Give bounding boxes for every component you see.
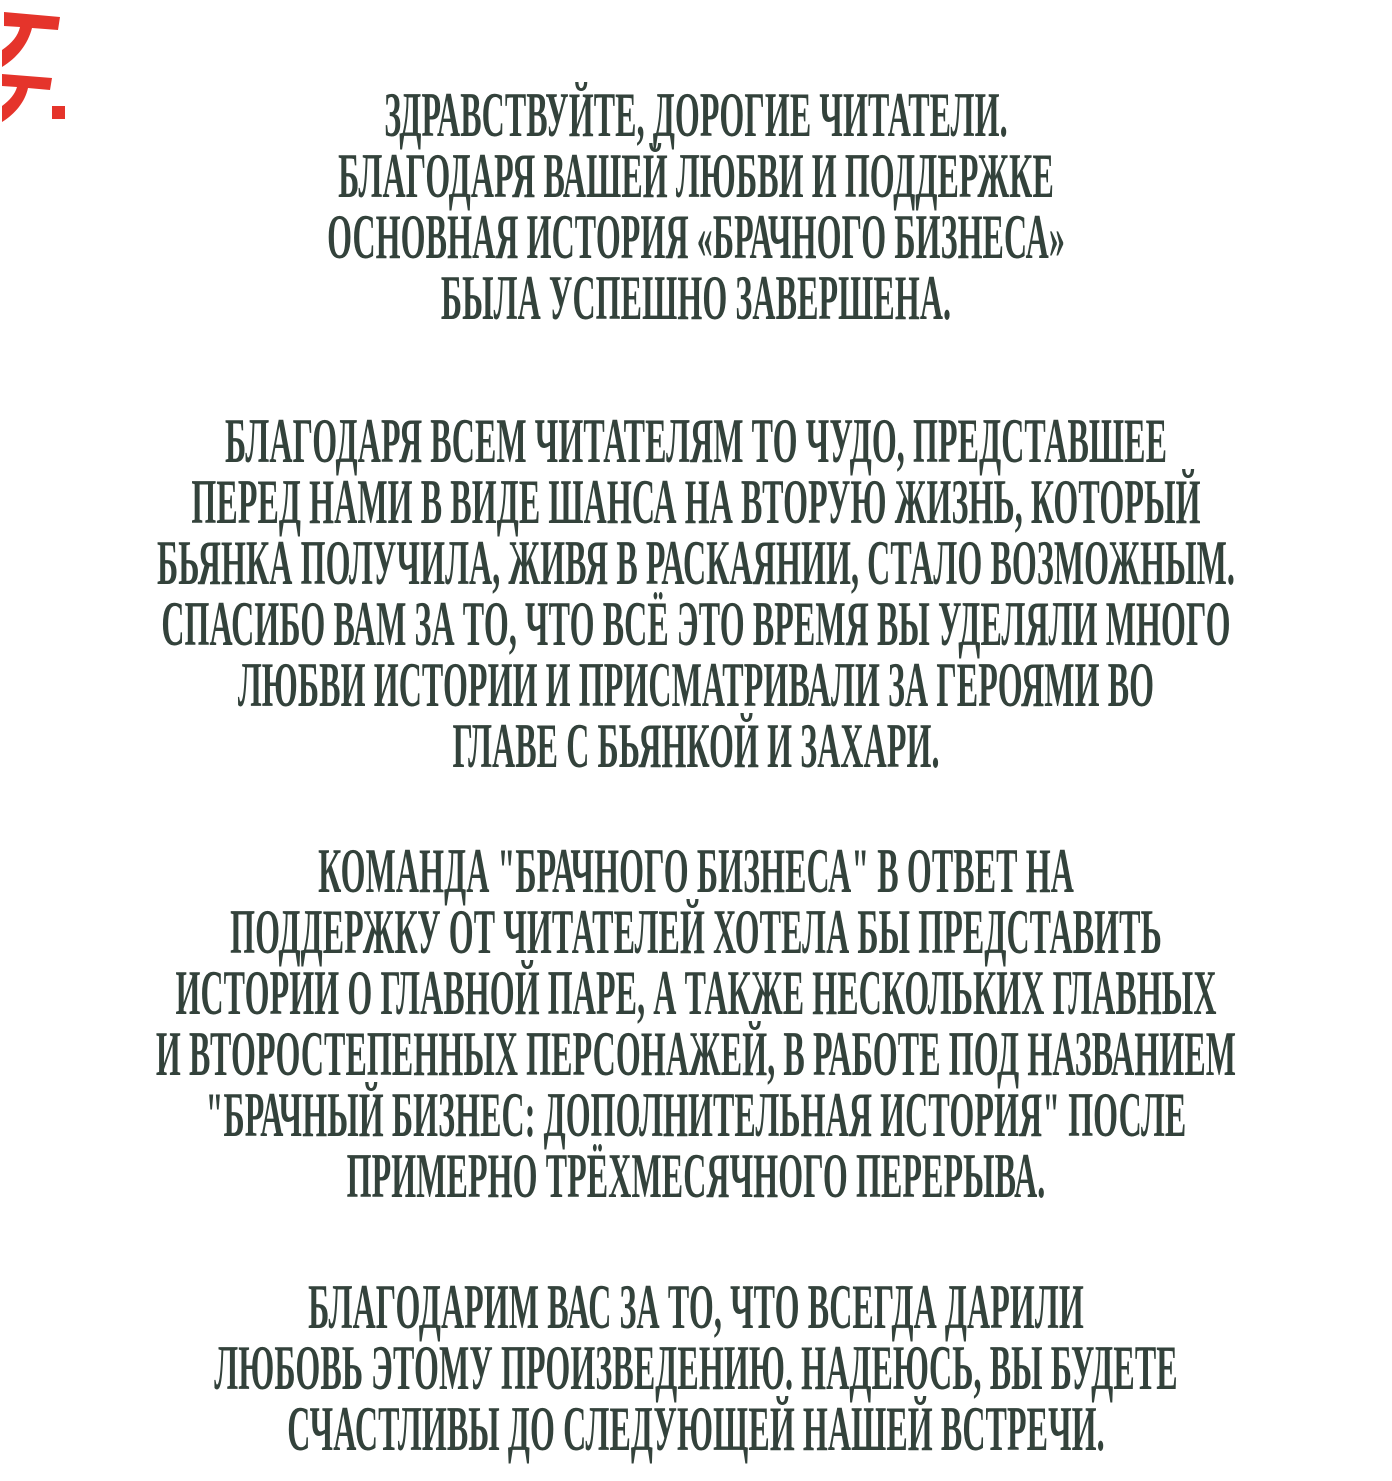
text-line: ПОДДЕРЖКУ ОТ ЧИТАТЕЛЕЙ ХОТЕЛА БЫ ПРЕДСТАВИТЬ (230, 896, 1162, 967)
text-line: "БРАЧНЫЙ БИЗНЕС: ДОПОЛНИТЕЛЬНАЯ ИСТОРИЯ" ПОСЛЕ (205, 1079, 1187, 1150)
paragraph-thanks (0, 405, 1392, 781)
text-line: ПРИМЕРНО ТРЁХМЕСЯЧНОГО ПЕРЕРЫВА. (346, 1140, 1046, 1211)
text-line: ЛЮБВИ ИСТОРИИ И ПРИСМАТРИВАЛИ ЗА ГЕРОЯМИ ВО (237, 649, 1155, 720)
text-line: ЗДРАВСТВУЙТЕ, ДОРОГИЕ ЧИТАТЕЛИ. (384, 79, 1008, 150)
text-line: БЛАГОДАРЯ ВСЕМ ЧИТАТЕЛЯМ ТО ЧУДО, ПРЕДСТАВШЕЕ (224, 405, 1168, 476)
text-line: КОМАНДА "БРАЧНОГО БИЗНЕСА" В ОТВЕТ НА (318, 835, 1074, 906)
paragraph-farewell (0, 1271, 1392, 1464)
paragraph-announcement (0, 835, 1392, 1211)
text-line: И ВТОРОСТЕПЕННЫХ ПЕРСОНАЖЕЙ, В РАБОТЕ ПОД НАЗВАНИЕМ (155, 1018, 1237, 1089)
text-line: ПЕРЕД НАМИ В ВИДЕ ШАНСА НА ВТОРУЮ ЖИЗНЬ, КОТОРЫЙ (191, 466, 1201, 537)
text-line: ИСТОРИИ О ГЛАВНОЙ ПАРЕ, А ТАКЖЕ НЕСКОЛЬКИХ ГЛАВНЫХ (175, 957, 1217, 1028)
paragraph-greeting (0, 79, 1392, 333)
text-line: БЛАГОДАРЯ ВАШЕЙ ЛЮБВИ И ПОДДЕРЖКЕ (338, 140, 1054, 211)
text-line: СЧАСТЛИВЫ ДО СЛЕДУЮЩЕЙ НАШЕЙ ВСТРЕЧИ. (287, 1393, 1105, 1464)
text-line: ГЛАВЕ С БЬЯНКОЙ И ЗАХАРИ. (452, 710, 940, 781)
text-line: СПАСИБО ВАМ ЗА ТО, ЧТО ВСЁ ЭТО ВРЕМЯ ВЫ УДЕЛЯЛИ МНОГО (161, 588, 1231, 659)
text-line: БЬЯНКА ПОЛУЧИЛА, ЖИВЯ В РАСКАЯНИИ, СТАЛО ВОЗМОЖНЫМ. (156, 527, 1236, 598)
text-line: ЛЮБОВЬ ЭТОМУ ПРОИЗВЕДЕНИЮ. НАДЕЮСЬ, ВЫ БУДЕТЕ (214, 1332, 1178, 1403)
text-line: БЫЛА УСПЕШНО ЗАВЕРШЕНА. (440, 262, 952, 333)
text-line: ОСНОВНАЯ ИСТОРИЯ «БРАЧНОГО БИЗНЕСА» (327, 201, 1065, 272)
text-line: БЛАГОДАРИМ ВАС ЗА ТО, ЧТО ВСЕГДА ДАРИЛИ (308, 1271, 1084, 1342)
